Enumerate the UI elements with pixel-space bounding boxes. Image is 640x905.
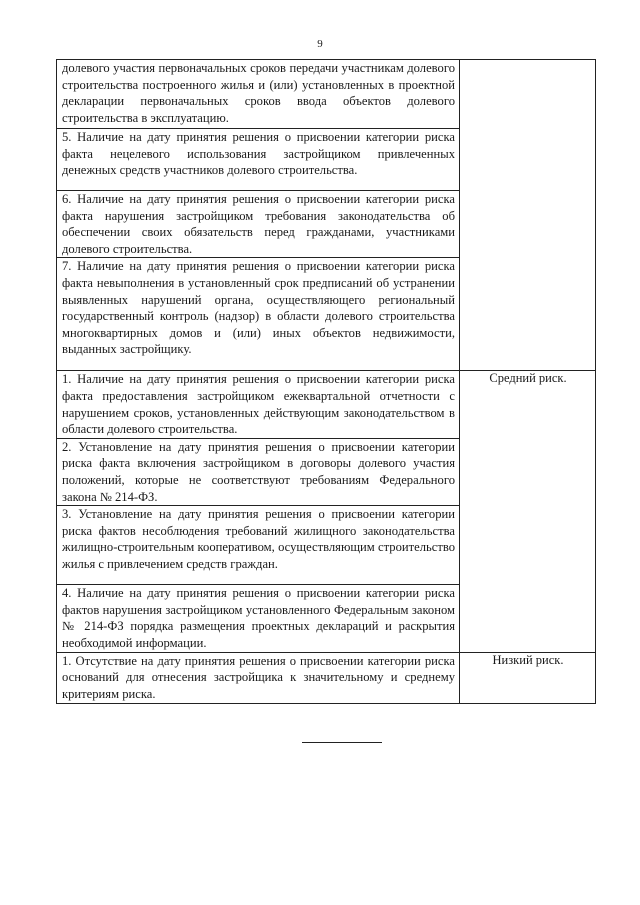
criterion-cell xyxy=(57,191,460,258)
criterion-text: 3. Установление на дату принятия решения о присвоении категории риска фактов несоблюдения требований жилищного законодательства жилищно-строительным кооперативом, осуществляющим строительство жилья с привлечением средств граждан. xyxy=(62,507,455,571)
criterion-text: 4. Наличие на дату принятия решения о присвоении категории риска фактов нарушения застройщиком установленного Федеральным законом № 214-ФЗ порядка размещения проектных деклараций и раскрытия необходимой информации. xyxy=(62,586,455,650)
page-number: 9 xyxy=(317,38,323,50)
criterion-cell xyxy=(57,129,460,191)
criterion-cell xyxy=(57,371,460,438)
risk-criteria-table xyxy=(56,59,596,704)
criterion-text: 5. Наличие на дату принятия решения о присвоении категории риска факта нецелевого использования застройщиком привлеченных денежных средств участников долевого строительства. xyxy=(62,130,455,178)
footer-divider xyxy=(302,742,382,743)
criterion-cell xyxy=(57,585,460,652)
risk-category-cell xyxy=(460,60,596,371)
criterion-cell xyxy=(57,60,460,129)
criterion-text: 1. Наличие на дату принятия решения о присвоении категории риска факта предоставления застройщиком ежеквартальной отчетности с нарушением сроков, установленных действующим законодательством в области долевого строительства. xyxy=(62,372,455,437)
criterion-cell xyxy=(57,652,460,703)
criterion-cell xyxy=(57,506,460,585)
table-row xyxy=(57,60,596,129)
table-row xyxy=(57,652,596,703)
criterion-cell xyxy=(57,438,460,505)
criterion-text: 1. Отсутствие на дату принятия решения о присвоении категории риска оснований для отнесения застройщика к значительному и среднему критериям риска. xyxy=(62,653,455,701)
criterion-text: долевого участия первоначальных сроков передачи участникам долевого строительства построенного жилья и (или) установленных в проектной декларации первоначальных сроков ввода объектов долевого строительства в эксплуатацию. xyxy=(62,61,455,125)
risk-category-cell-low: Низкий риск. xyxy=(460,652,596,703)
table-row xyxy=(57,371,596,438)
criterion-text: 6. Наличие на дату принятия решения о присвоении категории риска факта нарушения застройщиком требования законодательства об обеспечении своих обязательств перед гражданами, участниками долевого строительства. xyxy=(62,192,455,256)
criterion-cell xyxy=(57,258,460,371)
risk-category-cell-medium: Средний риск. xyxy=(460,371,596,652)
criterion-text: 2. Установление на дату принятия решения о присвоении категории риска факта включения застройщиком в договоры долевого участия положений, которые не соответствуют требованиям Федерального закона № 214-ФЗ. xyxy=(62,439,455,504)
criterion-text: 7. Наличие на дату принятия решения о присвоении категории риска факта невыполнения в установленный срок предписаний об устранении выявленных нарушений органа, осуществляющего региональный государственный контроль (надзор) в области долевого строительства многоквартирных домов и (или) иных объектов недвижимости, выданных застройщику. xyxy=(62,259,455,357)
